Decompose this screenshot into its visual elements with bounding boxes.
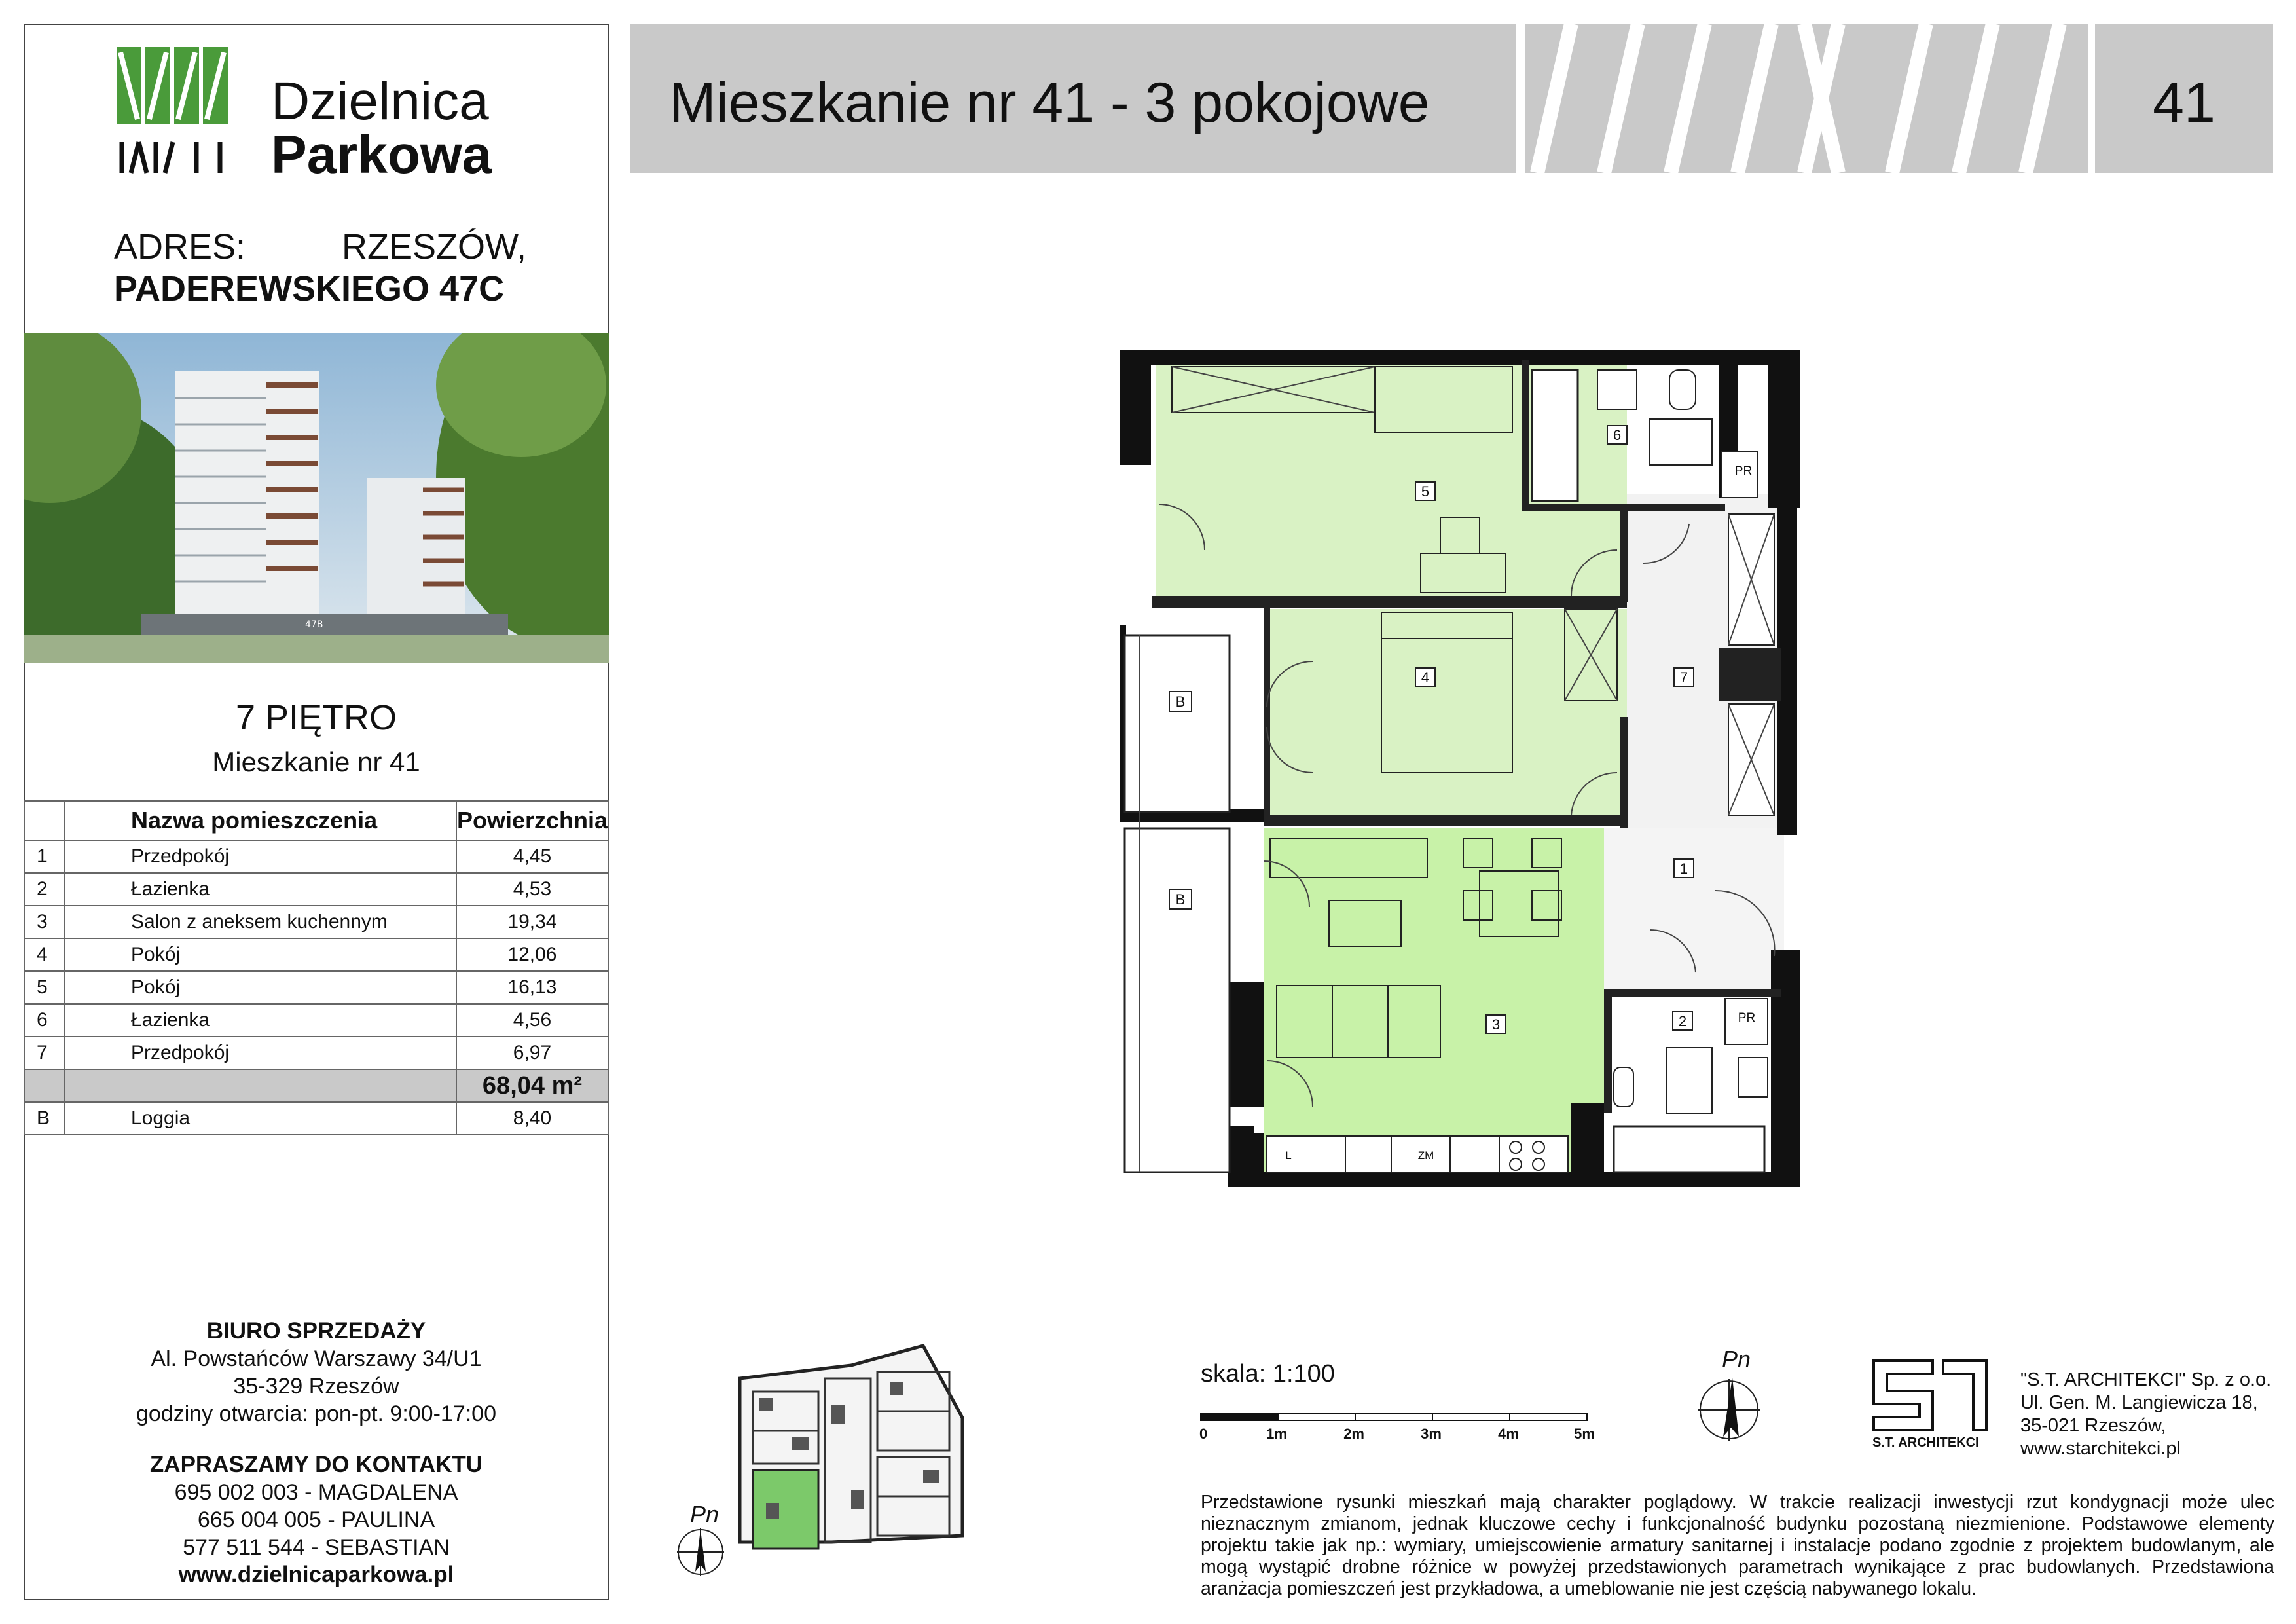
address-line1 bbox=[114, 227, 526, 267]
table-row bbox=[24, 840, 608, 873]
room-label-4: 4 bbox=[1421, 669, 1430, 686]
tag-zm: ZM bbox=[1417, 1149, 1434, 1162]
brand-name-line2: Parkowa bbox=[271, 125, 492, 185]
room-label-6: 6 bbox=[1613, 427, 1622, 443]
row-area: 4,56 bbox=[456, 1004, 608, 1037]
architect-logo-icon bbox=[1871, 1357, 1989, 1434]
table-header-id bbox=[24, 801, 65, 840]
table-total-row bbox=[24, 1069, 608, 1102]
address-city: RZESZÓW, bbox=[342, 227, 526, 267]
contact-phone-2: 665 004 005 - PAULINA bbox=[197, 1507, 435, 1532]
architect-line2: Ul. Gen. M. Langiewicza 18, bbox=[2020, 1392, 2258, 1413]
scale-bar bbox=[1198, 1411, 1617, 1450]
apartment-subtitle: Mieszkanie nr 41 bbox=[212, 747, 420, 777]
apartment-number: 41 bbox=[2153, 71, 2215, 134]
table-row bbox=[24, 1004, 608, 1037]
scale-tick: 3m bbox=[1421, 1426, 1442, 1442]
sales-office bbox=[24, 1318, 609, 1428]
rooms-table bbox=[24, 800, 609, 1135]
room-label-3: 3 bbox=[1491, 1016, 1501, 1033]
architect-info bbox=[2020, 1369, 2271, 1460]
pr-tag: PR bbox=[1738, 1011, 1756, 1025]
row-name: Loggia bbox=[65, 1102, 456, 1135]
row-area: 16,13 bbox=[456, 971, 608, 1004]
room-3-fill bbox=[1264, 828, 1604, 1172]
row-name: Przedpokój bbox=[65, 840, 456, 873]
row-area: 4,45 bbox=[456, 840, 608, 873]
room-label-7: 7 bbox=[1679, 669, 1688, 686]
row-id: 3 bbox=[24, 906, 65, 938]
building-sign: 47B bbox=[305, 619, 323, 630]
row-id: 6 bbox=[24, 1004, 65, 1037]
pr-tag: PR bbox=[1734, 464, 1753, 478]
office-city: 35-329 Rzeszów bbox=[233, 1374, 399, 1399]
row-id: 7 bbox=[24, 1037, 65, 1069]
room-label-5: 5 bbox=[1421, 483, 1430, 500]
row-id: 5 bbox=[24, 971, 65, 1004]
room-4-fill bbox=[1264, 609, 1627, 815]
address-label: ADRES: bbox=[114, 227, 246, 267]
building-photo bbox=[24, 333, 609, 663]
row-name: Salon z aneksem kuchennym bbox=[65, 906, 456, 938]
office-hours: godziny otwarcia: pon-pt. 9:00-17:00 bbox=[136, 1401, 496, 1426]
row-name: Łazienka bbox=[65, 1004, 456, 1037]
row-area: 8,40 bbox=[456, 1102, 608, 1135]
room-label-2: 2 bbox=[1678, 1013, 1687, 1029]
scale-label: skala: 1:100 bbox=[1201, 1360, 1335, 1388]
row-id: 4 bbox=[24, 938, 65, 971]
row-area: 6,97 bbox=[456, 1037, 608, 1069]
address-street: PADEREWSKIEGO 47C bbox=[114, 269, 505, 308]
compass-north-icon bbox=[1693, 1374, 1765, 1446]
table-row bbox=[24, 873, 608, 906]
floor-plan bbox=[1113, 341, 1820, 1205]
row-name: Pokój bbox=[65, 971, 456, 1004]
loggia-label: B bbox=[1175, 693, 1186, 710]
row-area: 19,34 bbox=[456, 906, 608, 938]
scale-tick: 5m bbox=[1574, 1426, 1595, 1442]
row-area: 4,53 bbox=[456, 873, 608, 906]
row-name: Pokój bbox=[65, 938, 456, 971]
website-link[interactable]: www.dzielnicaparkowa.pl bbox=[178, 1562, 454, 1587]
north-label: Pn bbox=[1722, 1346, 1751, 1373]
contact-block bbox=[24, 1451, 609, 1589]
architect-caption: S.T. ARCHITEKCI bbox=[1872, 1435, 1979, 1450]
disclaimer: Przedstawione rysunki mieszkań mają charakter poglądowy. W trakcie realizacji inwestycji rzut kondygnacji może ulec nieznacznym zmianom, jednak kluczowe cechy i funkcjonalność budynku pozostaną niezmienione. Podstawowe elementy projektu takie jak np.: wymiary, umiejscowienie armatury sanitarnej i instalacje podano zgodnie z projektem budowlanym, ale mogą wystąpić drobne różnice w powyżej przedstawionych parametrach wynikające z prac budowlanych. Przedstawiona aranżacja pomieszczeń jest przykładowa, a umeblowanie nie jest częścią nabywanego lokalu. bbox=[1201, 1492, 2274, 1599]
office-title: BIURO SPRZEDAŻY bbox=[206, 1318, 426, 1344]
brand-name-line1: Dzielnica bbox=[271, 71, 489, 131]
table-row bbox=[24, 906, 608, 938]
brand-logo-icon bbox=[117, 47, 254, 178]
loggia-label: B bbox=[1175, 891, 1186, 908]
table-row bbox=[24, 1037, 608, 1069]
floor-title: 7 PIĘTRO bbox=[235, 698, 397, 737]
architect-website[interactable]: www.starchitekci.pl bbox=[2020, 1438, 2181, 1459]
north-label-small: Pn bbox=[690, 1501, 720, 1528]
tag-l: L bbox=[1285, 1149, 1292, 1162]
contact-phone-1: 695 002 003 - MAGDALENA bbox=[174, 1480, 458, 1505]
table-row bbox=[24, 971, 608, 1004]
key-plan bbox=[727, 1339, 975, 1555]
architect-line1: "S.T. ARCHITEKCI" Sp. z o.o. bbox=[2020, 1369, 2272, 1390]
table-row-loggia bbox=[24, 1102, 608, 1135]
row-name: Łazienka bbox=[65, 873, 456, 906]
row-id: B bbox=[24, 1102, 65, 1135]
scale-tick: 4m bbox=[1498, 1426, 1519, 1442]
page-title: Mieszkanie nr 41 - 3 pokojowe bbox=[669, 71, 1430, 134]
table-header-area: Powierzchnia bbox=[456, 801, 608, 840]
table-header-name: Nazwa pomieszczenia bbox=[65, 801, 456, 840]
row-name: Przedpokój bbox=[65, 1037, 456, 1069]
scale-tick: 2m bbox=[1343, 1426, 1364, 1442]
scale-tick: 0 bbox=[1199, 1426, 1208, 1442]
compass-icon bbox=[674, 1526, 727, 1578]
office-street: Al. Powstańców Warszawy 34/U1 bbox=[151, 1346, 482, 1371]
table-row bbox=[24, 938, 608, 971]
row-id: 1 bbox=[24, 840, 65, 873]
architect-line3: 35-021 Rzeszów, bbox=[2020, 1415, 2166, 1436]
scale-tick: 1m bbox=[1266, 1426, 1287, 1442]
row-id: 2 bbox=[24, 873, 65, 906]
row-area: 12,06 bbox=[456, 938, 608, 971]
total-area: 68,04 m² bbox=[456, 1069, 608, 1102]
room-label-1: 1 bbox=[1679, 860, 1688, 877]
contact-title: ZAPRASZAMY DO KONTAKTU bbox=[149, 1452, 483, 1477]
header-pattern-icon bbox=[1525, 24, 2088, 173]
contact-phone-3: 577 511 544 - SEBASTIAN bbox=[183, 1535, 450, 1560]
table-header-row bbox=[24, 801, 608, 840]
